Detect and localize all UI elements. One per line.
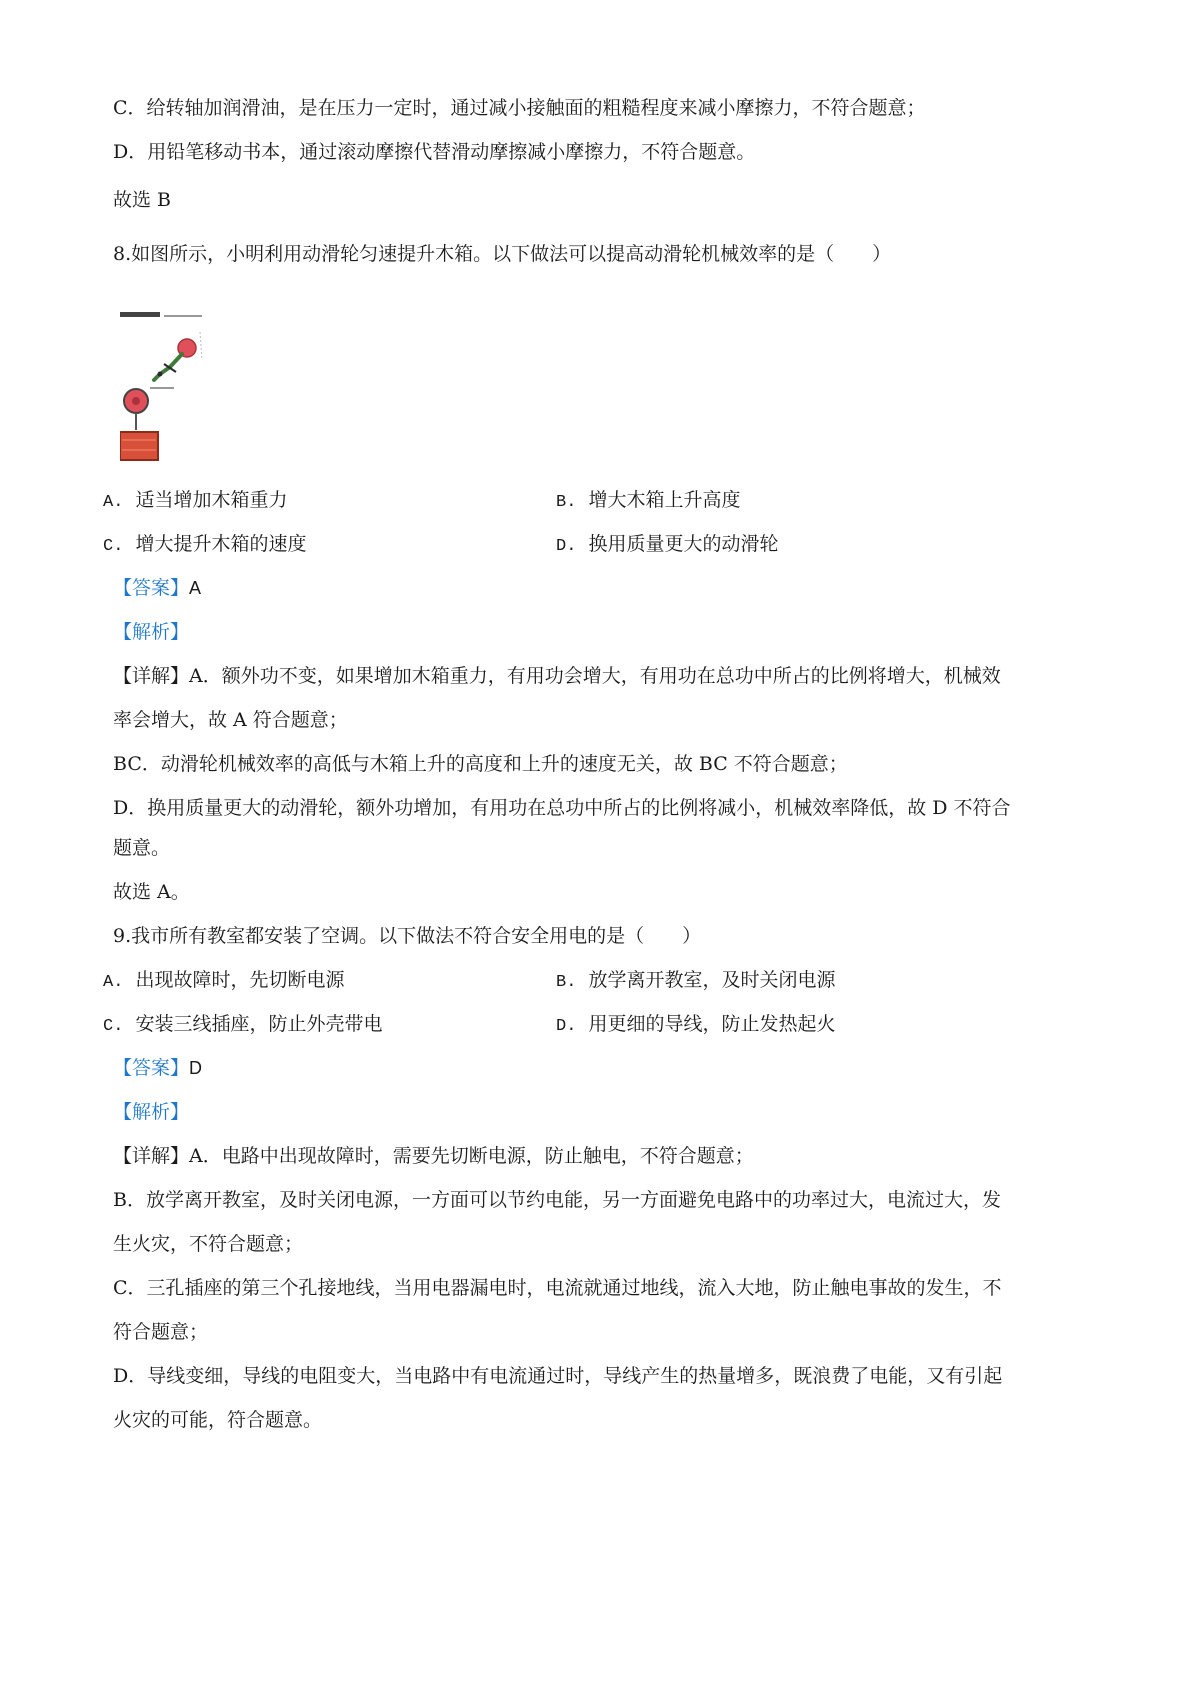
q9-option-a-letter: A. (103, 973, 124, 992)
q8-answer (113, 574, 201, 602)
q9-option-a (103, 966, 345, 997)
ceiling-beam (120, 312, 160, 317)
q9-stem: 9.我市所有教室都安装了空调。以下做法不符合安全用电的是（ ） (113, 925, 702, 947)
q9-detail-line: 火灾的可能，符合题意。 (113, 1409, 323, 1431)
q8-option-a-text: 适当增加木箱重力 (135, 489, 288, 511)
q8-option-b (556, 486, 741, 517)
q8-analysis-tag: 【解析】 (113, 621, 190, 643)
q8-detail-line: 【详解】A．额外功不变，如果增加木箱重力，有用功会增大，有用功在总功中所占的比例将增大，机械效 (113, 665, 1001, 687)
q9-option-d-letter: D. (556, 1017, 577, 1036)
q8-option-c (103, 530, 307, 561)
q8-option-b-text: 增大木箱上升高度 (588, 489, 741, 511)
pulley-axle (132, 397, 140, 405)
q8-option-d (556, 530, 779, 561)
q9-detail-line: B．放学离开教室，及时关闭电源，一方面可以节约电能，另一方面避免电路中的功率过大，电流过大，发 (113, 1189, 1001, 1211)
q9-analysis-tag: 【解析】 (113, 1101, 190, 1123)
q9-option-c-text: 安装三线插座，防止外壳带电 (135, 1013, 383, 1035)
q9-analysis (113, 1098, 189, 1126)
q8-analysis (113, 618, 189, 646)
q8-detail-line: 率会增大，故 A 符合题意； (113, 709, 348, 731)
rope-knot (158, 372, 163, 377)
q9-option-c (103, 1010, 383, 1041)
q9-option-d (556, 1010, 836, 1041)
q9-detail-line: 生火灾，不符合题意； (113, 1233, 304, 1255)
q8-option-d-text: 换用质量更大的动滑轮 (588, 533, 779, 555)
q8-stem: 8.如图所示，小明利用动滑轮匀速提升木箱。以下做法可以提高动滑轮机械效率的是（ ） (113, 243, 892, 265)
q8-option-b-letter: B. (556, 493, 577, 512)
q8-detail-line: BC．动滑轮机械效率的高低与木箱上升的高度和上升的速度无关，故 BC 不符合题意； (113, 753, 848, 775)
q9-detail-line: C．三孔插座的第三个孔接地线，当用电器漏电时，电流就通过地线，流入大地，防止触电事故的发生，不 (113, 1277, 1002, 1299)
q9-option-b-text: 放学离开教室，及时关闭电源 (588, 969, 836, 991)
noise-line (200, 332, 202, 360)
q9-answer (113, 1054, 202, 1082)
q7-option-d-explanation: D．用铅笔移动书本，通过滚动摩擦代替滑动摩擦减小摩擦力，不符合题意。 (113, 141, 756, 163)
q8-answer-tag: 【答案】 (113, 577, 190, 599)
q9-detail-line: 【详解】A．电路中出现故障时，需要先切断电源，防止触电，不符合题意； (113, 1145, 754, 1167)
pulley-figure (120, 312, 230, 507)
q9-option-c-letter: C. (103, 1017, 124, 1036)
q8-detail-line: 题意。 (113, 837, 171, 859)
q7-option-c-explanation: C．给转轴加润滑油，是在压力一定时，通过减小接触面的粗糙程度来减小摩擦力，不符合题意； (113, 97, 926, 119)
q9-option-a-text: 出现故障时，先切断电源 (135, 969, 345, 991)
q9-answer-tag: 【答案】 (113, 1057, 190, 1079)
q8-option-a (103, 486, 288, 517)
q8-option-a-letter: A. (103, 493, 124, 512)
q7-conclusion: 故选 B (113, 189, 172, 211)
q8-option-c-letter: C. (103, 537, 124, 556)
pulley-diagram (120, 312, 230, 507)
q8-conclusion: 故选 A。 (113, 881, 190, 903)
crate-icon (120, 432, 158, 460)
q9-answer-value: D (189, 1058, 203, 1078)
q9-detail-line: D．导线变细，导线的电阻变大，当电路中有电流通过时，导线产生的热量增多，既浪费了电能，又有引起 (113, 1365, 1003, 1387)
q8-answer-value: A (189, 578, 202, 598)
q8-option-c-text: 增大提升木箱的速度 (135, 533, 307, 555)
q9-detail-line: 符合题意； (113, 1321, 209, 1343)
q9-option-d-text: 用更细的导线，防止发热起火 (588, 1013, 836, 1035)
q8-detail-line: D．换用质量更大的动滑轮，额外功增加，有用功在总功中所占的比例将减小，机械效率降低，故 D 不符合 (113, 797, 1011, 819)
q9-option-b-letter: B. (556, 973, 577, 992)
q8-option-d-letter: D. (556, 537, 577, 556)
q9-option-b (556, 966, 836, 997)
